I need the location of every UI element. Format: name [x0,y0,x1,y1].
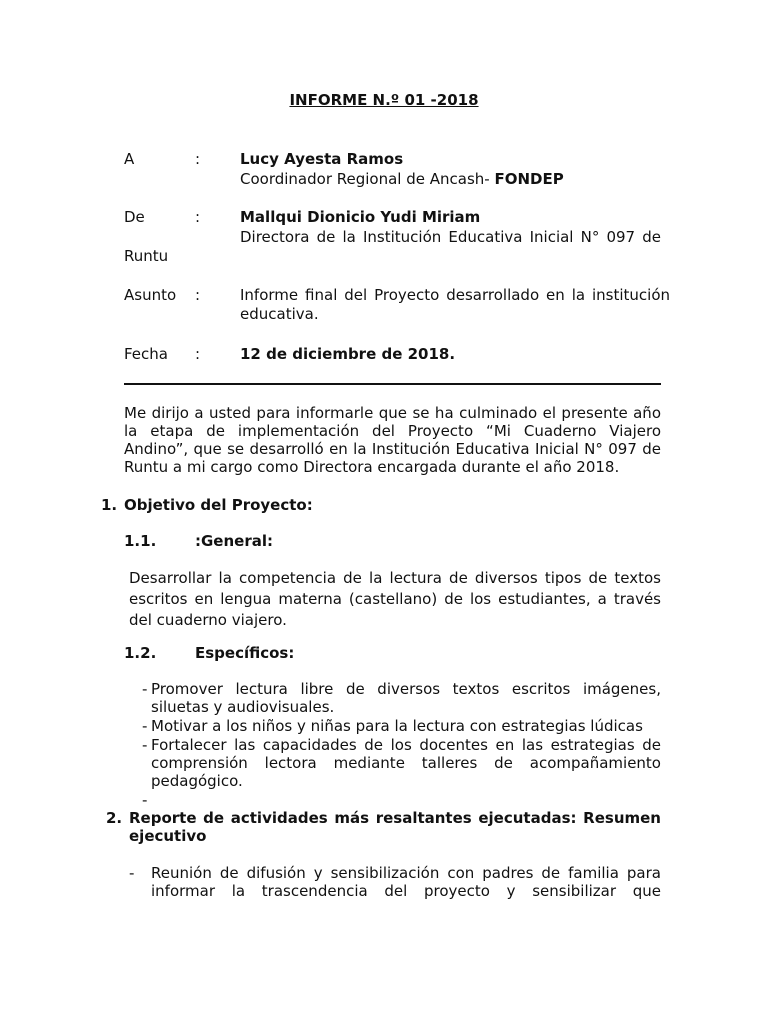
to-role [240,170,564,188]
section-1-2-number: 1.2. [124,644,157,662]
section-2-item-1-line-2: informar la trascendencia del proyecto y sensibilizar que [151,882,661,900]
section-2-title-line-2: ejecutivo [129,827,207,845]
section-2-number: 2. [106,809,123,827]
specific-bullet-3: - [142,736,148,754]
subject-line1: Informe final del Proyecto desarrollado en la institución [240,286,670,304]
to-label: A [124,150,135,168]
from-role-line2: Runtu [124,247,169,265]
to-role-text: Coordinador Regional de Ancash- [240,170,490,188]
specific-item-3-line-2: comprensión lectora mediante talleres de acompañamiento [151,754,661,772]
specific-item-3-line-1: Fortalecer las capacidades de los docentes en las estrategias de [151,736,661,754]
general-line-3: del cuaderno viajero. [129,611,287,629]
from-role-line1: Directora de la Institución Educativa Inicial N° 097 de [240,228,661,246]
page-title: INFORME N.º 01 -2018 [289,91,479,109]
intro-line-3: Andino”, que se desarrolló en la Institución Educativa Inicial N° 097 de [124,440,661,458]
to-colon: : [195,150,201,168]
subject-line2: educativa. [240,305,319,323]
specific-item-1-line-1: Promover lectura libre de diversos textos escritos imágenes, [151,680,661,698]
section-1-2-title: Específicos: [195,644,295,662]
specific-item-3 [151,736,661,790]
section-1-1-title: :General: [195,532,273,550]
to-role-org: FONDEP [494,170,564,188]
section-2-title-line-1: Reporte de actividades más resaltantes ejecutadas: Resumen [129,809,661,827]
section-2-item-1-line-1: Reunión de difusión y sensibilización con padres de familia para [151,864,661,882]
specific-item-1 [151,680,661,716]
intro-line-1: Me dirijo a usted para informarle que se ha culminado el presente año [124,404,661,422]
section-1-title: Objetivo del Proyecto: [124,496,313,514]
specific-item-2-line-1: Motivar a los niños y niñas para la lectura con estrategias lúdicas [151,717,643,735]
section-2-bullet-1: - [129,864,135,882]
date-label: Fecha [124,345,168,363]
section-2-item-1 [151,864,661,900]
date-colon: : [195,345,201,363]
date-value: 12 de diciembre de 2018. [240,345,456,363]
intro-paragraph [124,404,661,476]
intro-line-4: Runtu a mi cargo como Directora encargada durante el año 2018. [124,458,620,476]
from-colon: : [195,208,201,226]
to-name: Lucy Ayesta Ramos [240,150,404,168]
specific-item-1-line-2: siluetas y audiovisuales. [151,698,335,716]
specific-bullet-1: - [142,680,148,698]
subject-label: Asunto [124,286,177,304]
general-objective-paragraph [129,568,661,631]
header-divider [124,383,661,385]
section-2-title [129,809,661,845]
general-line-2: escritos en lengua materna (castellano) de los estudiantes, a través [129,590,661,608]
general-line-1: Desarrollar la competencia de la lectura de diversos tipos de textos [129,569,661,587]
from-label: De [124,208,145,226]
from-name: Mallqui Dionicio Yudi Miriam [240,208,481,226]
specific-item-3-line-3: pedagógico. [151,772,243,790]
intro-line-2: la etapa de implementación del Proyecto “Mi Cuaderno Viajero [124,422,661,440]
section-1-number: 1. [101,496,118,514]
specific-bullet-4: - [142,791,148,809]
subject-colon: : [195,286,201,304]
specific-bullet-2: - [142,717,148,735]
section-1-1-number: 1.1. [124,532,157,550]
specific-item-2 [151,717,661,735]
